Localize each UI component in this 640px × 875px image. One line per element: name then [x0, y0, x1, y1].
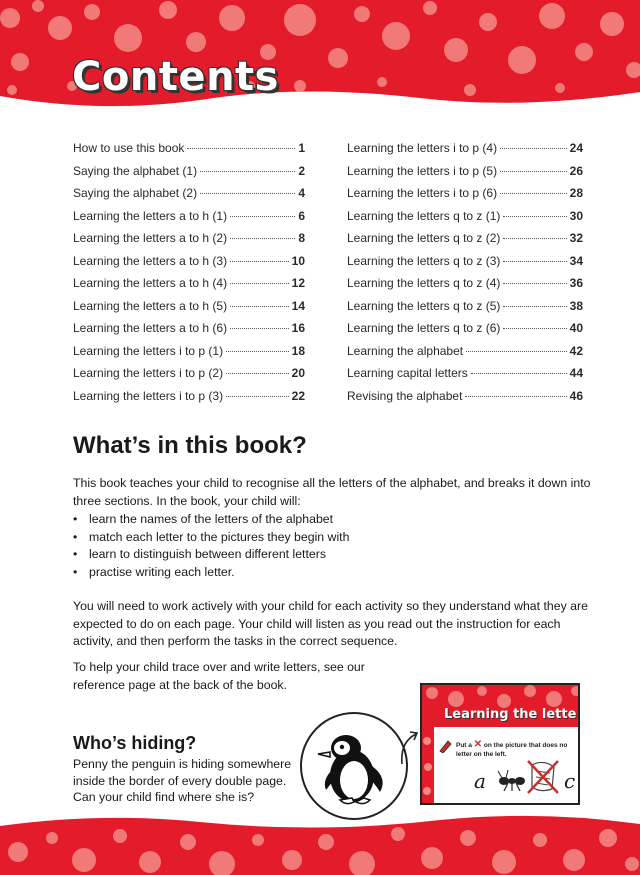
- toc-entry-title: Learning the alphabet: [347, 343, 464, 358]
- toc-leader-dots: [500, 171, 567, 172]
- toc-entry-title: Learning the letters q to z (3): [347, 253, 501, 268]
- toc-entry-page: 36: [569, 276, 583, 290]
- thumbnail-instruction: Put a ✕ on the picture that does no letter on the left.: [456, 739, 568, 758]
- toc-entry: [347, 231, 583, 254]
- toc-entry-title: Learning the letters i to p (2): [73, 366, 224, 380]
- section-heading-whos-hiding: Who’s hiding?: [73, 733, 197, 753]
- toc-entry-title: Learning capital letters: [347, 366, 468, 380]
- reference-paragraph: To help your child trace over and write letters, see our reference page at the back of the book.: [73, 660, 365, 692]
- activity-paragraph: You will need to work actively with your child for each activity so they understand what they are expected to do on each page. Your child will listen as you read out the instruction for each activity, and then perform the tasks in the correct sequence.: [73, 599, 588, 648]
- toc-leader-dots: [200, 171, 295, 172]
- toc-entry-title: Learning the letters a to h (5): [73, 298, 228, 313]
- curved-arrow-icon: [398, 728, 422, 768]
- toc-entry: [347, 186, 583, 209]
- toc-entry-title: Saying the alphabet (2): [73, 186, 198, 200]
- page-title: Contents: [72, 54, 279, 100]
- toc-entry-page: 42: [569, 343, 583, 358]
- toc-leader-dots: [471, 373, 567, 374]
- toc-leader-dots: [226, 396, 289, 397]
- toc-entry-title: Saying the alphabet (1): [73, 163, 198, 178]
- toc-entry-page: 16: [291, 321, 305, 335]
- toc-entry-page: 18: [291, 343, 305, 358]
- toc-entry-page: 26: [569, 163, 583, 178]
- toc-leader-dots: [500, 148, 567, 149]
- hiding-paragraph: Penny the penguin is hiding somewhere inside the border of every double page. Can your child find where she is?: [73, 757, 292, 804]
- intro-paragraph: This book teaches your child to recognise all the letters of the alphabet, and breaks it down into three sections. In the book, your child will:: [73, 476, 591, 508]
- toc-entry: [347, 344, 583, 367]
- toc-entry: [347, 141, 583, 164]
- toc-entry-title: Revising the alphabet: [347, 388, 463, 403]
- toc-entry: [347, 389, 583, 412]
- list-item: • learn the names of the letters of the alphabet: [73, 511, 593, 529]
- toc-entry-title: Learning the letters i to p (1): [73, 343, 224, 358]
- toc-entry: [347, 209, 583, 232]
- toc-entry: [73, 164, 305, 187]
- toc-entry-page: 38: [569, 298, 583, 313]
- penguin-icon: [302, 714, 406, 818]
- list-item: • practise writing each letter.: [73, 564, 593, 582]
- toc-entry-title: Learning the letters q to z (4): [347, 276, 501, 290]
- toc-leader-dots: [230, 283, 289, 284]
- toc-entry-page: 10: [291, 253, 305, 268]
- toc-column-left: [73, 141, 305, 411]
- toc-entry-page: 30: [569, 208, 583, 223]
- toc-entry-title: Learning the letters a to h (6): [73, 321, 228, 335]
- penguin-illustration: [300, 712, 408, 820]
- toc-entry-title: How to use this book: [73, 141, 185, 155]
- toc-entry-page: 24: [569, 141, 583, 155]
- toc-entry-title: Learning the letters i to p (6): [347, 186, 498, 200]
- toc-entry-page: 40: [569, 321, 583, 335]
- toc-leader-dots: [230, 238, 295, 239]
- toc-entry-title: Learning the letters q to z (1): [347, 208, 501, 223]
- toc-entry-page: 2: [298, 163, 305, 178]
- thumbnail-title: Learning the lette: [444, 707, 577, 722]
- thumbnail-letter-c: c: [564, 769, 576, 793]
- toc-leader-dots: [503, 238, 566, 239]
- list-item: • learn to distinguish between different letters: [73, 546, 593, 564]
- toc-entry-title: Learning the letters a to h (3): [73, 253, 228, 268]
- toc-leader-dots: [465, 396, 566, 397]
- header-banner: [0, 0, 640, 120]
- toc-leader-dots: [503, 328, 566, 329]
- toc-entry-page: 20: [291, 366, 305, 380]
- toc-entry-page: 6: [298, 208, 305, 223]
- toc-entry-title: Learning the letters a to h (2): [73, 231, 228, 245]
- thumbnail-side-border: [422, 727, 434, 805]
- thumbnail-letter-a: a: [474, 769, 486, 793]
- toc-leader-dots: [503, 216, 566, 217]
- toc-leader-dots: [503, 306, 566, 307]
- toc-entry: [347, 366, 583, 389]
- ant-icon: [496, 765, 528, 793]
- toc-entry: [347, 254, 583, 277]
- toc-entry-page: 1: [298, 141, 305, 155]
- toc-leader-dots: [187, 148, 295, 149]
- footer-banner: [0, 812, 640, 875]
- toc-entry-page: 28: [569, 186, 583, 200]
- toc-entry-title: Learning the letters a to h (4): [73, 276, 228, 290]
- toc-leader-dots: [503, 283, 566, 284]
- toc-entry: [73, 366, 305, 389]
- toc-leader-dots: [503, 261, 566, 262]
- toc-entry: [73, 254, 305, 277]
- toc-entry: [73, 344, 305, 367]
- toc-entry: [347, 321, 583, 344]
- toc-entry: [73, 209, 305, 232]
- toc-entry-page: 12: [291, 276, 305, 290]
- toc-entry-title: Learning the letters i to p (3): [73, 388, 224, 403]
- toc-entry-title: Learning the letters a to h (1): [73, 208, 228, 223]
- toc-entry: [347, 276, 583, 299]
- toc-entry-page: 34: [569, 253, 583, 268]
- toc-entry: [73, 389, 305, 412]
- toc-entry: [73, 141, 305, 164]
- toc-leader-dots: [200, 193, 295, 194]
- toc-leader-dots: [466, 351, 567, 352]
- toc-entry: [73, 299, 305, 322]
- toc-leader-dots: [226, 373, 289, 374]
- toc-entry-page: 46: [569, 388, 583, 403]
- toc-entry-title: Learning the letters i to p (5): [347, 163, 498, 178]
- toc-leader-dots: [230, 261, 289, 262]
- section-heading-whats-in: What’s in this book?: [73, 432, 307, 459]
- toc-leader-dots: [230, 328, 289, 329]
- cross-icon: ✕: [473, 739, 483, 750]
- toc-leader-dots: [226, 351, 289, 352]
- toc-entry-title: Learning the letters q to z (6): [347, 321, 501, 335]
- bullet-list: [73, 511, 593, 581]
- toc-entry: [73, 276, 305, 299]
- toc-entry-title: Learning the letters q to z (5): [347, 298, 501, 313]
- toc-entry-page: 4: [298, 186, 305, 200]
- toc-entry: [347, 299, 583, 322]
- toc-entry: [73, 186, 305, 209]
- toc-leader-dots: [230, 306, 289, 307]
- toc-leader-dots: [500, 193, 567, 194]
- toc-entry: [73, 231, 305, 254]
- toc-entry-page: 32: [569, 231, 583, 245]
- example-page-thumbnail: [420, 683, 580, 805]
- toc-column-right: [347, 141, 583, 411]
- toc-entry-page: 8: [298, 231, 305, 245]
- toc-entry-title: Learning the letters q to z (2): [347, 231, 501, 245]
- toc-entry: [73, 321, 305, 344]
- crossed-picture-icon: [526, 757, 560, 795]
- toc-entry-title: Learning the letters i to p (4): [347, 141, 498, 155]
- toc-entry-page: 14: [291, 298, 305, 313]
- pencil-icon: [438, 739, 452, 753]
- toc-entry-page: 22: [291, 388, 305, 403]
- list-item: • match each letter to the pictures they begin with: [73, 529, 593, 547]
- toc-leader-dots: [230, 216, 295, 217]
- toc-entry: [347, 164, 583, 187]
- toc-entry-page: 44: [569, 366, 583, 380]
